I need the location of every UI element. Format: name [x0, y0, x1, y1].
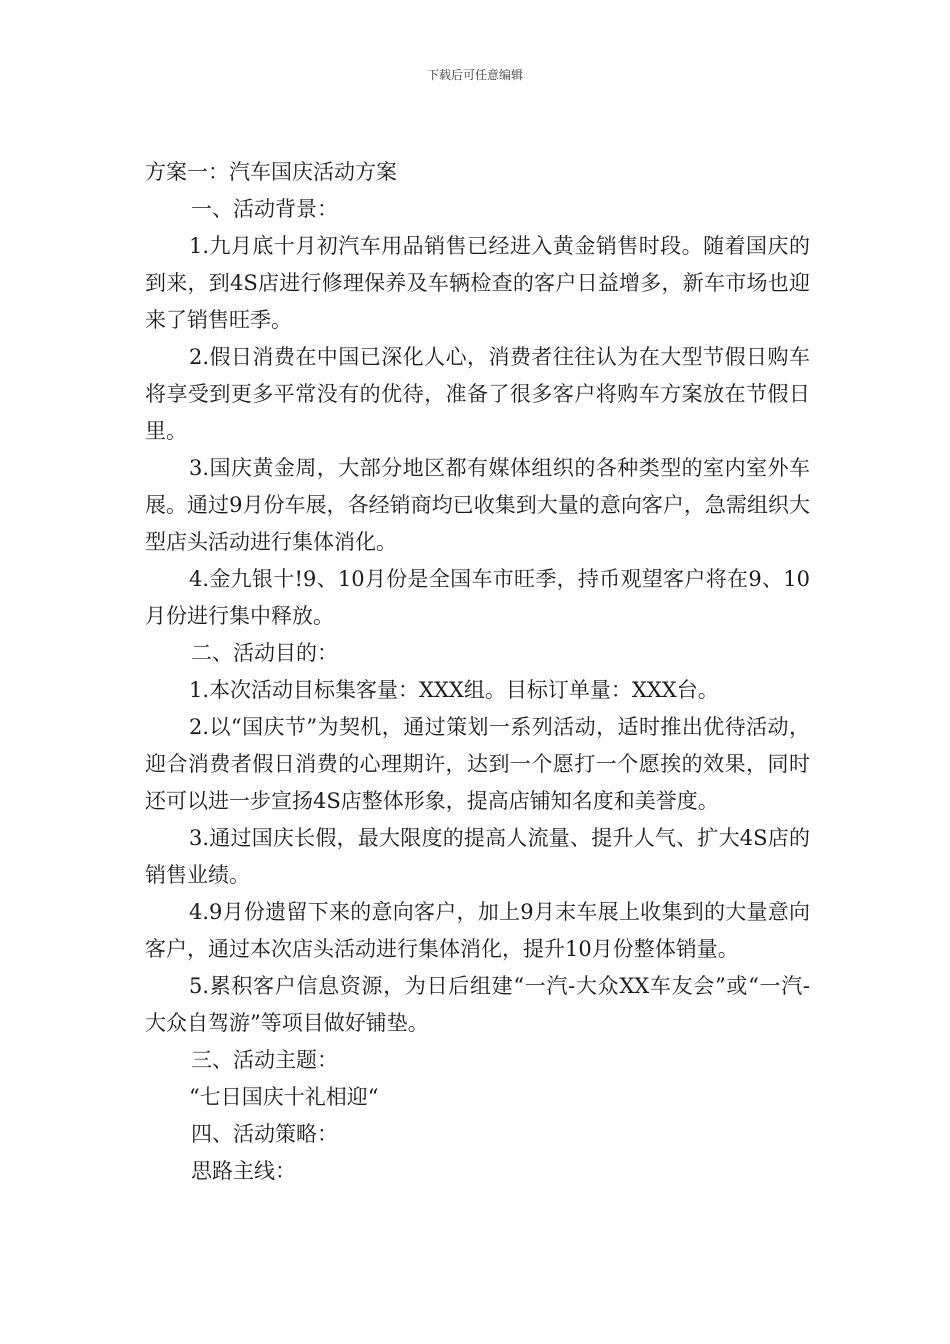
- page-header-note: 下载后可任意编辑: [426, 68, 523, 82]
- document-body: [145, 154, 810, 1190]
- section-heading-theme: 三、活动主题：: [191, 1048, 338, 1072]
- section-heading-strategy: 四、活动策略：: [191, 1122, 338, 1146]
- document-title: 方案一：汽车国庆活动方案: [145, 160, 397, 184]
- paragraph-goal-2: 2.以“国庆节”为契机，通过策划一系列活动，适时推出优待活动，迎合消费者假日消费的心理期许，达到一个愿打一个愿挨的效果，同时还可以进一步宣扬4S店整体形象，提高店铺知名度和美誉度。: [145, 715, 810, 813]
- paragraph-goal-5: 5.累积客户信息资源，为日后组建“一汽-大众XX车友会”或“一汽-大众自驾游”等项目做好铺垫。: [145, 974, 810, 1035]
- paragraph-theme-text: “七日国庆十礼相迎“: [189, 1085, 379, 1109]
- section-heading-goal: 二、活动目的：: [191, 641, 338, 665]
- paragraph-background-3: 3.国庆黄金周，大部分地区都有媒体组织的各种类型的室内室外车展。通过9月份车展，各经销商均已收集到大量的意向客户，急需组织大型店头活动进行集体消化。: [145, 456, 810, 554]
- paragraph-goal-3: 3.通过国庆长假，最大限度的提高人流量、提升人气、扩大4S店的销售业绩。: [145, 826, 810, 887]
- paragraph-background-2: 2.假日消费在中国已深化人心，消费者往往认为在大型节假日购车将享受到更多平常没有的优待，准备了很多客户将购车方案放在节假日里。: [145, 345, 810, 443]
- paragraph-background-1: 1.九月底十月初汽车用品销售已经进入黄金销售时段。随着国庆的到来，到4S店进行修理保养及车辆检查的客户日益增多，新车市场也迎来了销售旺季。: [145, 234, 810, 332]
- paragraph-goal-4: 4.9月份遗留下来的意向客户，加上9月末车展上收集到的大量意向客户，通过本次店头活动进行集体消化，提升10月份整体销量。: [145, 900, 810, 961]
- paragraph-background-4: 4.金九银十!9、10月份是全国车市旺季，持币观望客户将在9、10月份进行集中释放。: [145, 567, 810, 628]
- paragraph-strategy-main: 思路主线：: [191, 1159, 296, 1183]
- paragraph-goal-1: 1.本次活动目标集客量：XXX组。目标订单量：XXX台。: [189, 678, 719, 702]
- section-heading-background: 一、活动背景：: [191, 197, 338, 221]
